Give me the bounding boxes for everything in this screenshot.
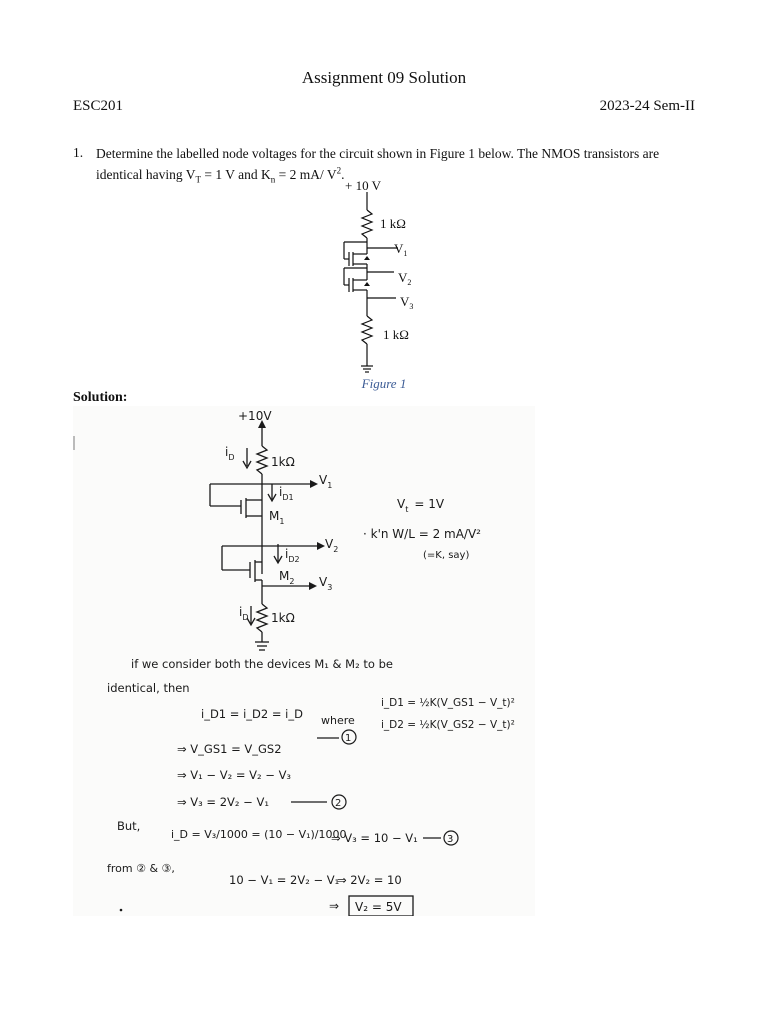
hw-id-bot: $i_D$	[239, 605, 249, 622]
hw-from: from ② & ③,	[107, 862, 175, 875]
hw-id-top: $i_D$	[225, 445, 235, 462]
hw-answer: V₂ = 5V	[355, 900, 402, 914]
hw-kn: · k'n W/L = 2 mA/V²	[363, 527, 481, 541]
ground-symbol	[361, 366, 373, 372]
question-number: 1.	[73, 145, 84, 160]
hw-line-1: if we consider both the devices M₁ & M₂ to be	[131, 657, 393, 671]
hw-r-top: 1kΩ	[271, 455, 295, 469]
hw-line-3: i_D1 = i_D2 = i_D	[201, 707, 303, 721]
v2-label: $V_2$	[398, 270, 412, 287]
hw-eq-2: 2	[335, 798, 342, 809]
hw-m1: $M_1$	[269, 509, 285, 526]
hw-but: But,	[117, 819, 141, 833]
hw-line-7b: ⇒ V₃ = 10 − V₁	[331, 831, 418, 845]
transistor-m2	[344, 268, 367, 298]
semester: 2023-24 Sem-II	[599, 98, 695, 114]
hw-line-5: ⇒ V₁ − V₂ = V₂ − V₃	[177, 768, 292, 782]
hw-id2: $i_{D2}$	[285, 547, 300, 564]
hw-kn-note: (=K, say)	[423, 550, 470, 561]
hw-line-4: ⇒ V_GS1 = V_GS2	[177, 742, 282, 756]
resistor-top	[362, 210, 372, 238]
hw-v2: $V_2$	[325, 537, 339, 554]
hw-eq-3: 3	[447, 834, 454, 845]
hw-line-6: ⇒ V₃ = 2V₂ − V₁	[177, 795, 269, 809]
question-line-1: Determine the labelled node voltages for the circuit shown in Figure 1 below. The NMOS transistors are	[96, 146, 660, 161]
hw-r-bot: 1kΩ	[271, 611, 295, 625]
hw-line-9: ⇒	[329, 899, 340, 913]
hw-v3: $V_3$	[319, 575, 333, 592]
hw-line-2: identical, then	[107, 681, 190, 695]
arrow-m1	[364, 256, 370, 260]
hw-vt: $V_t = 1V$	[397, 497, 445, 514]
hw-where: where	[321, 714, 355, 727]
r-top-label: 1 kΩ	[380, 216, 406, 231]
hw-supply: +10V	[238, 409, 272, 423]
v3-label: $V_3$	[400, 294, 414, 311]
handwritten-solution-scan	[73, 406, 535, 916]
circuit-figure	[300, 176, 480, 376]
v1-label: $V_1$	[394, 241, 408, 258]
resistor-bottom	[362, 316, 372, 344]
r-bottom-label: 1 kΩ	[383, 327, 409, 342]
supply-label: + 10 V	[345, 178, 381, 193]
arrow-m2	[364, 282, 370, 286]
hw-v1: $V_1$	[319, 473, 333, 490]
hw-eq-1: 1	[345, 733, 352, 744]
scan-artifact	[73, 436, 75, 450]
hw-id1: $i_{D1}$	[279, 485, 294, 502]
course-code: ESC201	[73, 98, 124, 114]
hw-where-2: i_D2 = ½K(V_GS2 − V_t)²	[381, 719, 515, 731]
hw-where-1: i_D1 = ½K(V_GS1 − V_t)²	[381, 697, 515, 709]
hw-line-7a: i_D = V₃/1000 = (10 − V₁)/1000	[171, 828, 347, 841]
hw-line-8b: ⇒ 2V₂ = 10	[337, 873, 402, 887]
solution-heading: Solution:	[73, 390, 128, 405]
handwritten-solution	[73, 406, 535, 916]
page-title: Assignment 09 Solution	[301, 68, 467, 87]
figure-caption: Figure 1	[361, 376, 407, 391]
hw-line-8a: 10 − V₁ = 2V₂ − V₁	[229, 873, 340, 887]
hw-m2: $M_2$	[279, 569, 295, 586]
question-line-2: identical having $V_T = 1$ V and $K_n = 2$ mA/ $V^2$.	[96, 165, 345, 185]
